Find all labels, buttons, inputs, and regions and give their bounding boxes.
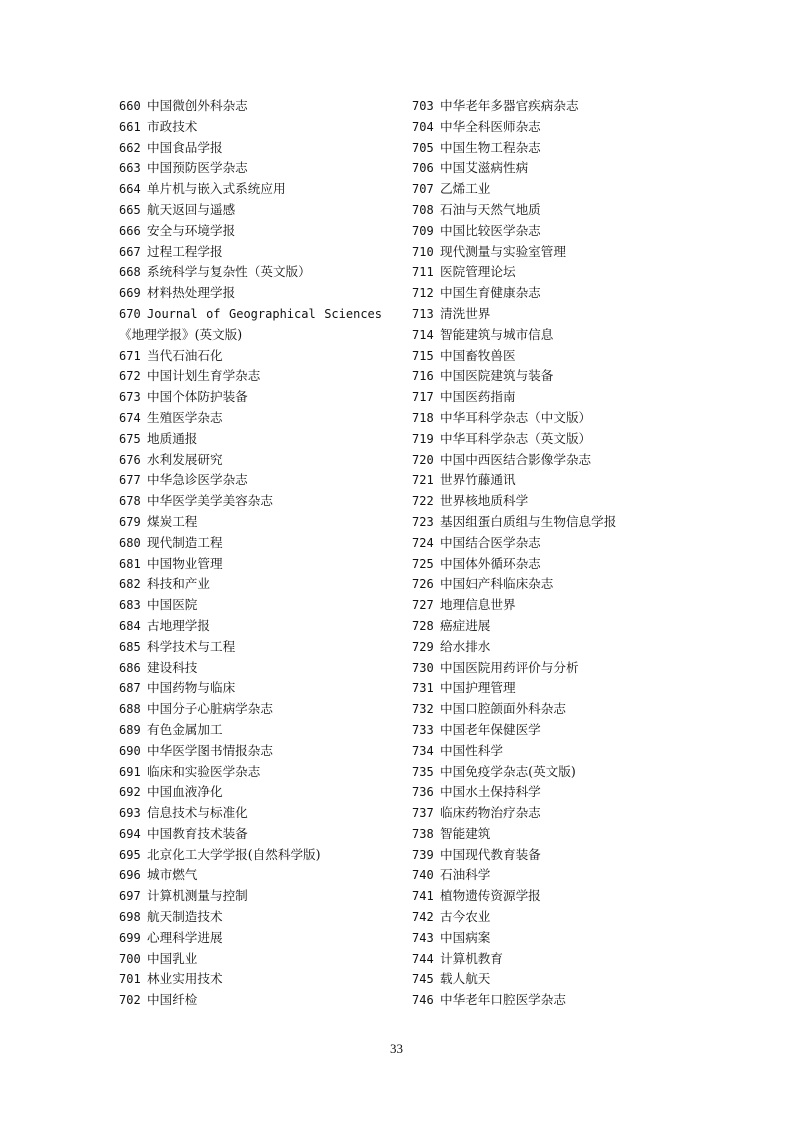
entry-title: 过程工程学报 (147, 243, 223, 259)
entry-number: 708 (412, 202, 434, 217)
journal-entry (412, 283, 672, 304)
journal-entry (412, 242, 672, 263)
entry-title: 计算机测量与控制 (147, 888, 248, 904)
entry-title: 市政技术 (147, 118, 198, 134)
entry-title: 信息技术与标准化 (147, 805, 248, 821)
journal-entry (119, 242, 389, 263)
entry-title: 科学技术与工程 (147, 638, 236, 654)
entry-number: 729 (412, 639, 434, 654)
entry-number: 679 (119, 514, 141, 529)
entry-number: 663 (119, 161, 141, 176)
entry-title: 有色金属加工 (147, 721, 223, 737)
entry-number: 683 (119, 598, 141, 613)
entry-number: 738 (412, 826, 434, 841)
entry-title: 载人航天 (440, 971, 491, 987)
journal-entry (119, 262, 389, 283)
entry-number: 661 (119, 119, 141, 134)
entry-title: 中国比较医学杂志 (440, 222, 541, 238)
entry-title: 中华老年多器官疾病杂志 (440, 98, 579, 113)
journal-entry (119, 699, 389, 720)
entry-title: 植物遗传资源学报 (440, 888, 541, 904)
entry-title: 当代石油石化 (147, 347, 223, 363)
entry-title: 清洗世界 (440, 305, 491, 321)
journal-entry (119, 658, 389, 679)
entry-title: 材料热处理学报 (147, 285, 236, 301)
entry-title: 中华医学美学美容杂志 (147, 493, 273, 509)
entry-title-continuation: 《地理学报》(英文版) (119, 326, 243, 342)
entry-number: 746 (412, 993, 434, 1008)
entry-title: 中华耳科学杂志（中文版） (440, 409, 592, 425)
journal-entry (119, 138, 389, 159)
entry-title: 中华耳科学杂志（英文版） (440, 430, 592, 446)
journal-entry (412, 491, 672, 512)
entry-title: 林业实用技术 (147, 971, 223, 987)
entry-number: 696 (119, 868, 141, 883)
entry-title: 中国妇产科临床杂志 (440, 576, 554, 592)
journal-entry (119, 907, 389, 928)
entry-number: 737 (412, 806, 434, 821)
journal-entry (412, 533, 672, 554)
journal-entry (412, 865, 672, 886)
entry-number: 687 (119, 681, 141, 696)
entry-title: 科技和产业 (147, 576, 210, 592)
journal-entry (119, 845, 389, 866)
journal-entry (412, 304, 672, 325)
journal-entry (412, 595, 672, 616)
journal-entry (119, 346, 389, 367)
journal-entry (119, 429, 389, 450)
entry-number: 682 (119, 577, 141, 592)
journal-entry (119, 179, 389, 200)
entry-title: 心理科学进展 (147, 929, 223, 945)
entry-title: 单片机与嵌入式系统应用 (147, 181, 286, 197)
journal-entry (412, 408, 672, 429)
entry-title: 中国艾滋病性病 (440, 160, 529, 176)
entry-number: 690 (119, 743, 141, 758)
entry-number: 700 (119, 951, 141, 966)
journal-entry (119, 470, 389, 491)
entry-title: 中华急诊医学杂志 (147, 472, 248, 488)
entry-title: 地理信息世界 (440, 597, 516, 613)
page-number: 33 (390, 1041, 403, 1056)
entry-number: 691 (119, 764, 141, 779)
journal-entry (412, 658, 672, 679)
entry-number: 697 (119, 889, 141, 904)
entry-title: 中国口腔颌面外科杂志 (440, 701, 566, 717)
entry-title: 中国水土保持科学 (440, 784, 541, 800)
entry-title: 中国中西医结合影像学杂志 (440, 451, 592, 467)
journal-entry (119, 96, 389, 117)
entry-number: 734 (412, 743, 434, 758)
journal-entry (119, 158, 389, 179)
journal-entry (119, 969, 389, 990)
entry-title: 古今农业 (440, 909, 491, 925)
entry-title: 石油科学 (440, 867, 491, 883)
entry-title: 中国体外循环杂志 (440, 555, 541, 571)
entry-number: 674 (119, 410, 141, 425)
entry-number: 666 (119, 223, 141, 238)
entry-title: 中国护理管理 (440, 680, 516, 696)
journal-entry (119, 928, 389, 949)
entry-title: 智能建筑与城市信息 (440, 326, 554, 342)
entry-title: 癌症进展 (440, 617, 491, 633)
entry-title: 中国分子心脏病学杂志 (147, 701, 273, 717)
entry-title: 现代测量与实验室管理 (440, 243, 566, 259)
entry-number: 706 (412, 161, 434, 176)
entry-number: 741 (412, 889, 434, 904)
journal-entry (412, 928, 672, 949)
journal-entry (412, 346, 672, 367)
entry-number: 719 (412, 431, 434, 446)
entry-number: 727 (412, 598, 434, 613)
entry-number: 692 (119, 785, 141, 800)
journal-entry (412, 366, 672, 387)
journal-entry (119, 117, 389, 138)
journal-entry (412, 138, 672, 159)
entry-number: 669 (119, 286, 141, 301)
entry-title: 世界核地质科学 (440, 493, 529, 509)
entry-number: 742 (412, 910, 434, 925)
entry-title: 中国免疫学杂志(英文版) (440, 763, 576, 779)
entry-number: 670 (119, 306, 141, 321)
entry-number: 743 (412, 930, 434, 945)
entry-title: 临床药物治疗杂志 (440, 805, 541, 821)
journal-entry (119, 949, 389, 970)
entry-number: 709 (412, 223, 434, 238)
entry-number: 721 (412, 473, 434, 488)
journal-entry (119, 616, 389, 637)
entry-title: 智能建筑 (440, 825, 491, 841)
entry-number: 699 (119, 930, 141, 945)
journal-entry (412, 262, 672, 283)
entry-number: 744 (412, 951, 434, 966)
entry-number: 686 (119, 660, 141, 675)
journal-entry (412, 616, 672, 637)
journal-entry (412, 762, 672, 783)
entry-title: 计算机教育 (440, 950, 503, 966)
entry-number: 665 (119, 202, 141, 217)
entry-number: 702 (119, 993, 141, 1008)
journal-entry (119, 408, 389, 429)
journal-entry (119, 782, 389, 803)
journal-entry (119, 720, 389, 741)
entry-number: 680 (119, 535, 141, 550)
journal-list-right (412, 96, 672, 1011)
entry-number: 704 (412, 119, 434, 134)
journal-entry (119, 865, 389, 886)
entry-number: 720 (412, 452, 434, 467)
journal-entry (119, 762, 389, 783)
journal-entry (412, 325, 672, 346)
entry-number: 664 (119, 182, 141, 197)
entry-title: 地质通报 (147, 430, 198, 446)
entry-title: 城市燃气 (147, 867, 198, 883)
entry-number: 677 (119, 473, 141, 488)
entry-number: 722 (412, 494, 434, 509)
entry-number: 745 (412, 972, 434, 987)
entry-number: 713 (412, 306, 434, 321)
entry-number: 676 (119, 452, 141, 467)
entry-number: 717 (412, 390, 434, 405)
journal-entry (412, 845, 672, 866)
entry-title: 中国医院建筑与装备 (440, 368, 554, 384)
entry-number: 662 (119, 140, 141, 155)
entry-number: 671 (119, 348, 141, 363)
entry-number: 723 (412, 514, 434, 529)
entry-number: 724 (412, 535, 434, 550)
entry-title: 中国个体防护装备 (147, 389, 248, 405)
journal-entry (412, 720, 672, 741)
entry-number: 672 (119, 369, 141, 384)
entry-number: 712 (412, 286, 434, 301)
entry-number: 705 (412, 140, 434, 155)
entry-title: 中国医院 (147, 597, 198, 613)
journal-list-left (119, 96, 389, 1011)
entry-title: 石油与天然气地质 (440, 201, 541, 217)
journal-entry (119, 803, 389, 824)
entry-title: 中华医学图书情报杂志 (147, 742, 273, 758)
journal-entry (119, 990, 389, 1011)
entry-title: 中国病案 (440, 929, 491, 945)
entry-title: 中国食品学报 (147, 139, 223, 155)
journal-entry (119, 304, 389, 346)
journal-entry (412, 200, 672, 221)
entry-number: 678 (119, 494, 141, 509)
entry-number: 732 (412, 702, 434, 717)
entry-title: 中国血液净化 (147, 784, 223, 800)
entry-title: 世界竹藤通讯 (440, 472, 516, 488)
entry-number: 673 (119, 390, 141, 405)
entry-number: 726 (412, 577, 434, 592)
journal-entry (412, 969, 672, 990)
entry-number: 736 (412, 785, 434, 800)
journal-entry (412, 221, 672, 242)
entry-title: 中国医药指南 (440, 389, 516, 405)
entry-number: 695 (119, 847, 141, 862)
entry-title: 中华全科医师杂志 (440, 118, 541, 134)
entry-number: 684 (119, 618, 141, 633)
journal-entry (412, 782, 672, 803)
journal-entry (119, 824, 389, 845)
entry-title: 中国乳业 (147, 950, 198, 966)
entry-number: 740 (412, 868, 434, 883)
entry-number: 718 (412, 410, 434, 425)
entry-number: 707 (412, 182, 434, 197)
entry-title: 中华老年口腔医学杂志 (440, 992, 566, 1008)
entry-number: 694 (119, 826, 141, 841)
entry-number: 685 (119, 639, 141, 654)
entry-title: 中国结合医学杂志 (440, 534, 541, 550)
journal-entry (412, 512, 672, 533)
journal-entry (412, 96, 672, 117)
journal-entry (119, 366, 389, 387)
journal-entry (412, 678, 672, 699)
entry-title: 系统科学与复杂性（英文版） (147, 264, 311, 280)
entry-title: 中国生育健康杂志 (440, 285, 541, 301)
journal-entry (119, 533, 389, 554)
journal-entry (412, 179, 672, 200)
entry-title: 北京化工大学学报(自然科学版) (147, 846, 321, 862)
entry-number: 701 (119, 972, 141, 987)
journal-entry (412, 990, 672, 1011)
entry-title: 煤炭工程 (147, 513, 198, 529)
entry-title: 中国老年保健医学 (440, 721, 541, 737)
entry-title: 乙烯工业 (440, 181, 491, 197)
journal-entry (412, 158, 672, 179)
entry-title: 中国生物工程杂志 (440, 139, 541, 155)
entry-title: 中国微创外科杂志 (147, 98, 248, 113)
journal-entry (119, 574, 389, 595)
journal-entry (119, 678, 389, 699)
entry-title: 给水排水 (440, 638, 491, 654)
entry-number: 668 (119, 265, 141, 280)
journal-entry (119, 387, 389, 408)
entry-number: 698 (119, 910, 141, 925)
journal-entry (412, 117, 672, 138)
entry-number: 715 (412, 348, 434, 363)
journal-entry (412, 949, 672, 970)
entry-title: Journal of Geographical Sciences (147, 306, 382, 321)
journal-entry (119, 512, 389, 533)
entry-number: 710 (412, 244, 434, 259)
entry-title: 临床和实验医学杂志 (147, 763, 261, 779)
entry-number: 667 (119, 244, 141, 259)
journal-entry (412, 470, 672, 491)
entry-number: 716 (412, 369, 434, 384)
entry-title: 中国医院用药评价与分析 (440, 659, 579, 675)
journal-entry (412, 803, 672, 824)
journal-entry (412, 554, 672, 575)
entry-number: 675 (119, 431, 141, 446)
entry-title: 水利发展研究 (147, 451, 223, 467)
journal-entry (412, 429, 672, 450)
entry-number: 688 (119, 702, 141, 717)
entry-title: 生殖医学杂志 (147, 409, 223, 425)
entry-number: 703 (412, 99, 434, 113)
entry-title: 建设科技 (147, 659, 198, 675)
journal-entry (119, 886, 389, 907)
entry-number: 733 (412, 722, 434, 737)
journal-entry (119, 200, 389, 221)
entry-title: 中国现代教育装备 (440, 846, 541, 862)
entry-title: 中国纤检 (147, 992, 198, 1008)
journal-entry (412, 387, 672, 408)
entry-number: 728 (412, 618, 434, 633)
journal-entry (412, 907, 672, 928)
entry-title: 中国药物与临床 (147, 680, 236, 696)
journal-entry (119, 595, 389, 616)
entry-title: 古地理学报 (147, 617, 210, 633)
journal-entry (119, 741, 389, 762)
entry-title: 航天返回与遥感 (147, 201, 236, 217)
entry-title: 中国教育技术装备 (147, 825, 248, 841)
journal-entry (119, 450, 389, 471)
entry-title: 基因组蛋白质组与生物信息学报 (440, 513, 617, 529)
entry-number: 714 (412, 327, 434, 342)
journal-entry (412, 824, 672, 845)
entry-title: 中国物业管理 (147, 555, 223, 571)
entry-title: 中国性科学 (440, 742, 503, 758)
journal-entry (412, 574, 672, 595)
entry-title: 中国计划生育学杂志 (147, 368, 261, 384)
entry-title: 现代制造工程 (147, 534, 223, 550)
journal-entry (119, 491, 389, 512)
entry-title: 安全与环境学报 (147, 222, 236, 238)
entry-number: 711 (412, 265, 434, 280)
journal-entry (412, 699, 672, 720)
journal-entry (412, 886, 672, 907)
journal-entry (412, 637, 672, 658)
journal-entry (412, 450, 672, 471)
journal-entry (119, 221, 389, 242)
entry-title: 医院管理论坛 (440, 264, 516, 280)
entry-number: 730 (412, 660, 434, 675)
entry-title: 中国预防医学杂志 (147, 160, 248, 176)
journal-entry (119, 283, 389, 304)
entry-number: 739 (412, 847, 434, 862)
journal-entry (119, 637, 389, 658)
entry-number: 660 (119, 99, 141, 113)
entry-number: 681 (119, 556, 141, 571)
entry-number: 725 (412, 556, 434, 571)
entry-number: 731 (412, 681, 434, 696)
journal-entry (412, 741, 672, 762)
entry-number: 689 (119, 722, 141, 737)
entry-number: 693 (119, 806, 141, 821)
journal-entry (119, 554, 389, 575)
entry-title: 中国畜牧兽医 (440, 347, 516, 363)
entry-title: 航天制造技术 (147, 909, 223, 925)
entry-number: 735 (412, 764, 434, 779)
